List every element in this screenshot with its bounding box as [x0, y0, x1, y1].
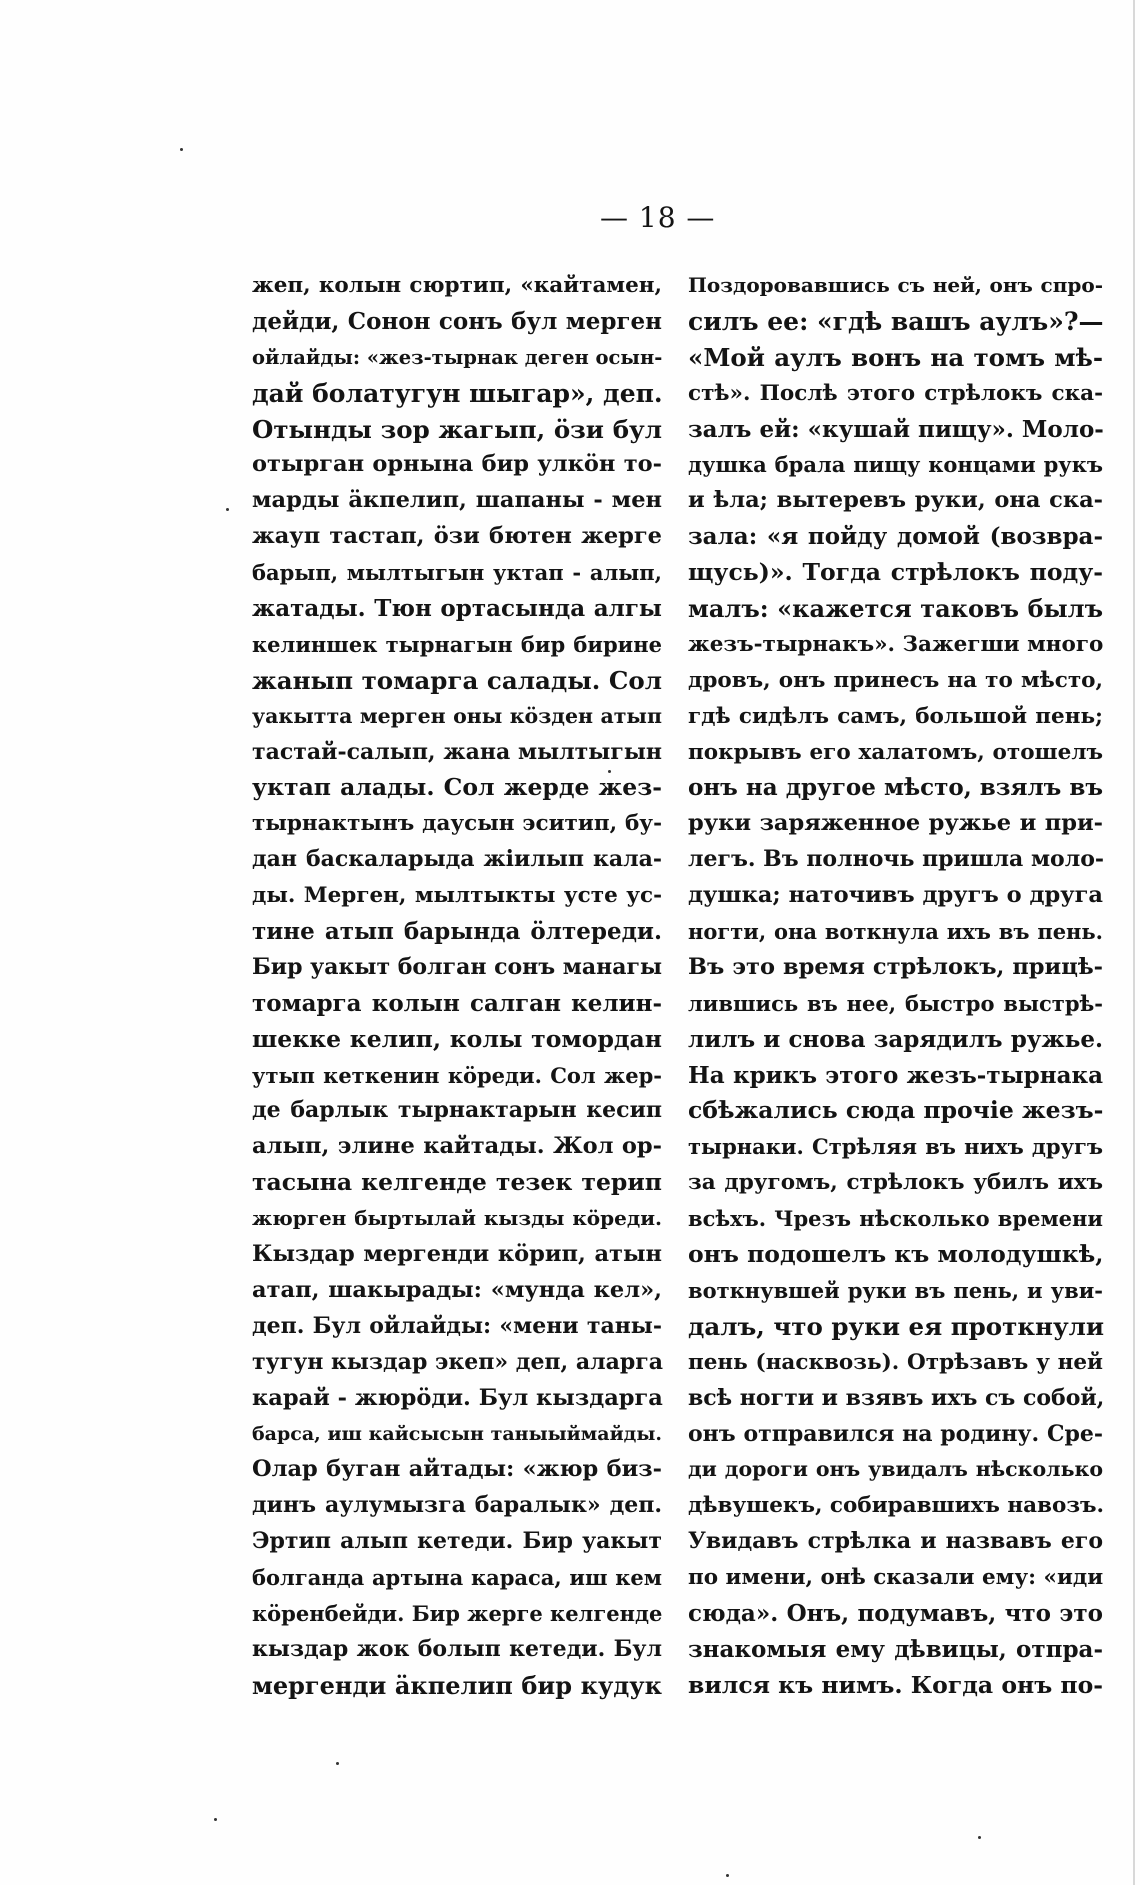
russian-text-line: по имени, онѣ сказали ему: «иди	[688, 1565, 1104, 1591]
russian-text-line: дѣвушекъ, собиравшихъ навозъ.	[688, 1493, 1105, 1519]
kazakh-text-line: жауп тастап, ӧзи бютен жерге	[252, 523, 662, 550]
kazakh-text-line: алып, элине кайтады. Жол ор-	[252, 1133, 662, 1160]
russian-text-line: На крикъ этого жезъ-тырнака	[688, 1061, 1103, 1089]
scan-speck	[336, 1762, 339, 1765]
russian-text-line: покрывъ его халатомъ, отошелъ	[688, 739, 1103, 765]
russian-text-line: лилъ и снова зарядилъ ружье.	[688, 1025, 1103, 1053]
russian-text-line: «Мой аулъ вонъ на томъ мѣ-	[688, 342, 1103, 372]
kazakh-text-line: жюрген быртылай кызды кӧреди.	[252, 1206, 662, 1231]
kazakh-text-line: отырган орнына бир улкӧн то-	[252, 451, 662, 478]
russian-text-line: Въ это время стрѣлокъ, прицѣ-	[688, 953, 1103, 980]
kazakh-text-line: келиншек тырнагын бир бирине	[252, 631, 662, 657]
russian-text-line: воткнувшей руки въ пень, и уви-	[688, 1277, 1103, 1303]
russian-text-line: за другомъ, стрѣлокъ убилъ ихъ	[688, 1170, 1103, 1196]
kazakh-text-line: жатады. Тюн ортасында алгы	[252, 595, 662, 623]
kazakh-text-line: атап, шакырады: «мунда кел»,	[252, 1276, 662, 1303]
russian-text-line: онъ отправился на родину. Сре-	[688, 1420, 1103, 1447]
russian-text-line: сюда». Онъ, подумавъ, что это	[688, 1599, 1103, 1627]
scan-speck	[608, 770, 611, 773]
russian-text-line: далъ, что руки ея проткнули	[688, 1311, 1105, 1341]
kazakh-text-line: Отынды зор жагып, ӧзи бул	[252, 414, 662, 444]
russian-text-line: гдѣ сидѣлъ самъ, большой пень;	[688, 703, 1103, 729]
kazakh-text-line: дай болатугун шыгар», деп.	[252, 378, 663, 408]
kazakh-text-line: Олар буган айтады: «жюр биз-	[252, 1456, 662, 1483]
russian-text-line: лившись въ нее, быстро выстрѣ-	[688, 990, 1103, 1016]
kazakh-text-line: ойлайды: «жез-тырнак деген осын-	[252, 345, 663, 369]
russian-text-line: залъ ей: «кушай пищу». Моло-	[688, 415, 1104, 443]
kazakh-text-line: мергенди äкпелип бир кудук	[252, 1670, 662, 1700]
russian-text-line: дровъ, онъ принесъ на то мѣсто,	[688, 667, 1103, 693]
kazakh-text-line: томарга колын салган келин-	[252, 989, 662, 1017]
kazakh-text-line: тине атып барында ӧлтереди.	[252, 918, 662, 946]
kazakh-text-line: уктап алады. Сол жерде жез-	[252, 773, 662, 802]
russian-text-line: душка; наточивъ другъ о друга	[688, 882, 1103, 909]
kazakh-text-line: жеп, колын сюртип, «кайтамен,	[252, 273, 662, 298]
kazakh-text-line: Бир уакыт болган сонъ манагы	[252, 953, 663, 980]
russian-text-line: всѣ ногти и взявъ ихъ съ собой,	[688, 1384, 1105, 1411]
russian-text-line: и ѣла; вытеревъ руки, она ска-	[688, 487, 1103, 514]
kazakh-text-line: утып кеткенин кӧреди. Сол жер-	[252, 1062, 662, 1088]
kazakh-text-line: динъ аулумызга баралык» деп.	[252, 1492, 662, 1519]
kazakh-text-line: уакытта мерген оны кӧзден атып	[252, 703, 662, 728]
russian-text-line: ногти, она воткнула ихъ въ пень.	[688, 919, 1103, 945]
kazakh-text-line: дейди, Сонон сонъ бул мерген	[252, 307, 662, 335]
russian-text-line: сбѣжались сюда прочіе жезъ-	[688, 1096, 1104, 1125]
russian-text-line: Поздоровавшись съ ней, онъ спро-	[688, 273, 1103, 297]
kazakh-text-line: марды äкпелип, шапаны - мен	[252, 487, 662, 514]
russian-text-line: жезъ-тырнакъ». Зажегши много	[688, 631, 1104, 657]
russian-text-line: ди дороги онъ увидалъ нѣсколько	[688, 1457, 1103, 1482]
kazakh-text-line: ды. Мерген, мылтыкты усте ус-	[252, 883, 662, 909]
russian-text-line: стѣ». Послѣ этого стрѣлокъ ска-	[688, 380, 1103, 406]
russian-translation-column	[688, 268, 1103, 1704]
kazakh-text-line: тастай-салып, жана мылтыгын	[252, 738, 662, 765]
kazakh-text-column	[252, 268, 662, 1704]
scan-speck	[214, 1818, 217, 1821]
kazakh-text-line: кыздар жок болып кетеди. Бул	[252, 1635, 662, 1662]
russian-text-line: руки заряженное ружье и при-	[688, 810, 1103, 837]
kazakh-text-line: барса, иш кайсысын таныыймайды.	[252, 1422, 662, 1445]
russian-text-line: легъ. Въ полночь пришла моло-	[688, 846, 1105, 873]
kazakh-text-line: шекке келип, колы томордан	[252, 1024, 662, 1053]
scan-speck	[226, 508, 229, 511]
russian-text-line: душка брала пищу концами рукъ	[688, 452, 1103, 478]
russian-text-line: знакомыя ему дѣвицы, отпра-	[688, 1635, 1103, 1663]
kazakh-text-line: тугун кыздар экеп» деп, аларга	[252, 1348, 663, 1375]
kazakh-text-line: болганда артына караса, иш кем	[252, 1565, 662, 1591]
kazakh-text-line: Эртип алып кетеди. Бир уакыт	[252, 1528, 662, 1555]
russian-text-line: тырнаки. Стрѣляя въ нихъ другъ	[688, 1134, 1103, 1160]
kazakh-text-line: деп. Бул ойлайды: «мени таны-	[252, 1312, 662, 1339]
russian-text-line: силъ ее: «гдѣ вашъ аулъ»?—	[688, 306, 1104, 336]
russian-text-line: онъ на другое мѣсто, взялъ въ	[688, 774, 1103, 802]
scan-speck	[180, 148, 183, 151]
scan-speck	[978, 1836, 981, 1839]
page-number: — 18 —	[600, 201, 716, 234]
russian-text-line: всѣхъ. Чрезъ нѣсколько времени	[688, 1206, 1103, 1232]
kazakh-text-line: барып, мылтыгын уктап - алып,	[252, 560, 662, 586]
russian-text-line: пень (насквозь). Отрѣзавъ у ней	[688, 1349, 1103, 1375]
kazakh-text-line: тасына келгенде тезек терип	[252, 1168, 662, 1197]
russian-text-line: зала: «я пойду домой (возвра-	[688, 523, 1103, 551]
kazakh-text-line: жанып томарга салады. Сол	[252, 665, 662, 695]
kazakh-text-line: Кыздар мергенди кӧрип, атын	[252, 1241, 662, 1268]
kazakh-text-line: карай - жюрӧди. Бул кыздарга	[252, 1384, 663, 1411]
scan-speck	[726, 1874, 729, 1877]
kazakh-text-line: тырнактынъ даусын эситип, бу-	[252, 811, 662, 837]
russian-text-line: Увидавъ стрѣлка и назвавъ его	[688, 1528, 1103, 1555]
russian-text-line: щусь)». Тогда стрѣлокъ поду-	[688, 558, 1103, 587]
russian-text-line: онъ подошелъ къ молодушкѣ,	[688, 1240, 1104, 1269]
page-edge	[1133, 0, 1135, 1885]
kazakh-text-line: кӧренбейди. Бир жерге келгенде	[252, 1600, 663, 1626]
russian-text-line: малъ: «кажется таковъ былъ	[688, 594, 1103, 624]
kazakh-text-line: дан баскаларыда жiилып кала-	[252, 846, 662, 873]
russian-text-line: вился къ нимъ. Когда онъ по-	[688, 1670, 1104, 1699]
kazakh-text-line: де барлык тырнактарын кесип	[252, 1097, 662, 1124]
